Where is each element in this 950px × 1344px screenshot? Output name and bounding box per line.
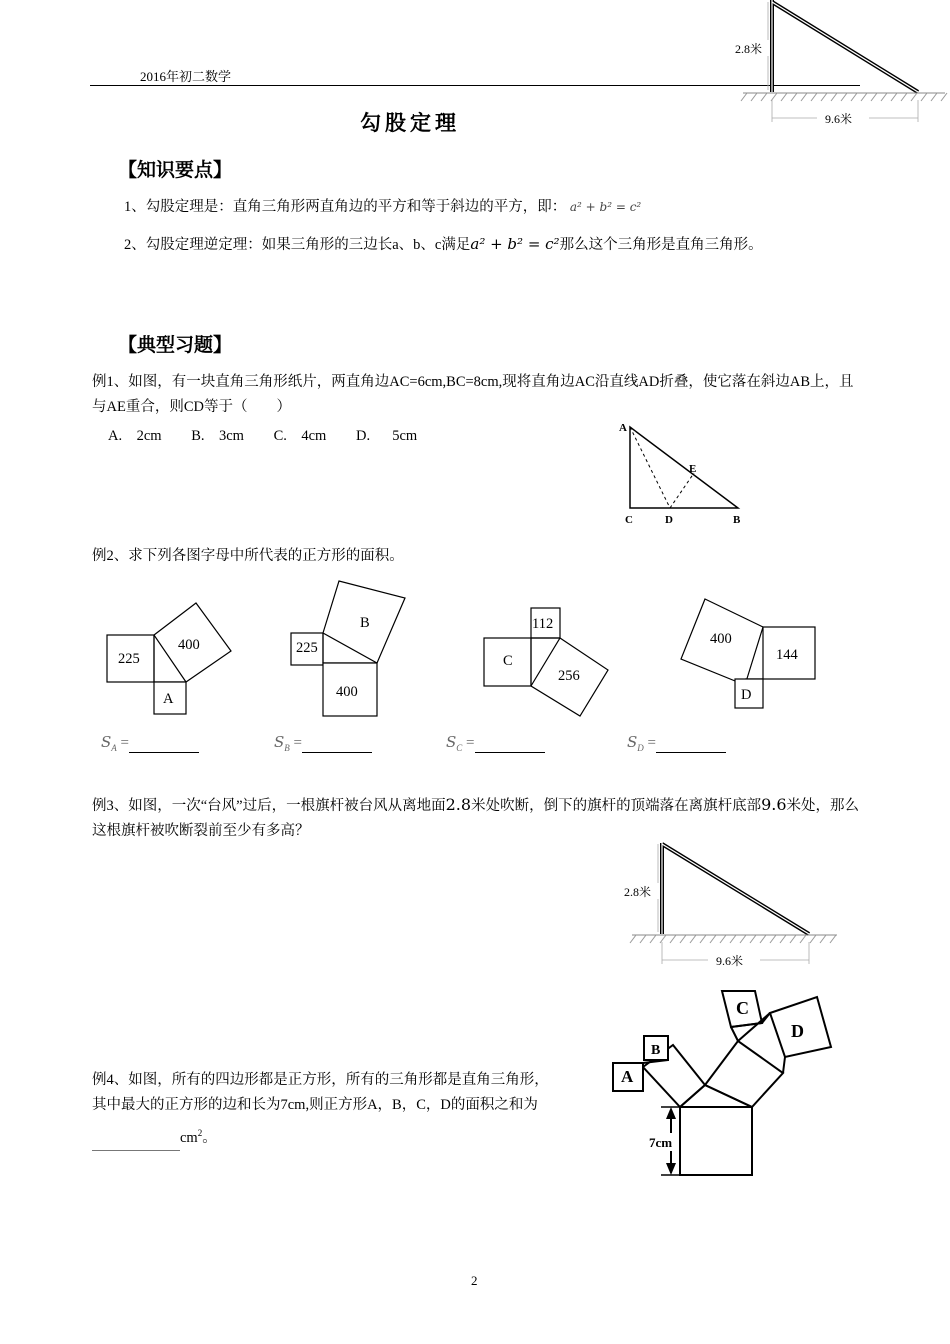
svg-text:C: C (736, 998, 749, 1018)
svg-text:D: D (665, 514, 673, 526)
ex1-option-c: C. 4cm (273, 428, 327, 444)
ex2-answer-a: $S_A$ = (101, 733, 199, 753)
svg-text:225: 225 (118, 651, 140, 667)
ex1-text: 例1、如图，有一块直角三角形纸片，两直角边AC=6cm,BC=8cm,现将直角边AC沿直线AD折叠，使它落在斜边AB上，且与AE重合，则CD等于（ ） (92, 374, 854, 415)
svg-text:400: 400 (710, 631, 732, 647)
knowledge-item-1-formula: a² + b² = c² (569, 200, 642, 214)
svg-text:400: 400 (336, 684, 358, 700)
ex2-answer-d-blank[interactable] (656, 738, 726, 753)
knowledge-heading: 【知识要点】 (118, 160, 233, 181)
ex2-answer-d: $S_D$ = (627, 733, 726, 753)
knowledge-item-1-text: 1、勾股定理是：直角三角形两直角边的平方和等于斜边的平方，即： (124, 199, 567, 215)
knowledge-item-2-text: 2、勾股定理逆定理：如果三角形的三边长a、b、c满足 (124, 237, 471, 253)
ex2-text: 例2、求下列各图字母中所代表的正方形的面积。 (92, 548, 404, 564)
ex4-line3: $cm^2$。 (92, 1121, 872, 1151)
svg-text:E: E (689, 463, 697, 475)
svg-text:225: 225 (296, 640, 318, 656)
svg-text:9.6米: 9.6米 (716, 954, 744, 968)
knowledge-item-2-formula: a² + b² = c² (470, 235, 560, 253)
page-title: 勾股定理 (360, 111, 460, 135)
svg-text:A: A (163, 691, 174, 707)
top-fig-height-label: 2.8米 (735, 42, 763, 56)
ex1-options (108, 424, 439, 445)
page-number: 2 (471, 1273, 478, 1288)
ex1-triangle-figure (610, 415, 760, 530)
svg-text:C: C (625, 514, 633, 526)
ex2-figure-b (285, 575, 415, 720)
ex3-text: 例3、如图，一次“台风”过后，一根旗杆被台风从离地面2.8米处吹断，倒下的旗杆的顶端落在离旗杆底部9.6米处，那么这根旗杆被吹断裂前至少有多高？ (92, 795, 860, 839)
svg-text:A: A (621, 1067, 634, 1086)
svg-text:D: D (791, 1021, 804, 1041)
ex2-figure-c (478, 600, 618, 720)
svg-text:B: B (733, 514, 741, 526)
knowledge-item-1 (124, 195, 641, 220)
ex2-answer-b: $S_B$ = (274, 733, 372, 753)
ex4-answer-blank[interactable] (92, 1136, 180, 1151)
ex4-line1: 例4、如图，所有的四边形都是正方形，所有的三角形都是直角三角形， (92, 1072, 549, 1088)
svg-text:2.8米: 2.8米 (624, 885, 652, 899)
knowledge-item-2-tail: 那么这个三角形是直角三角形。 (559, 237, 763, 253)
knowledge-item-2 (124, 232, 763, 258)
svg-text:144: 144 (776, 647, 798, 663)
ex3-flagpole-figure (622, 838, 842, 973)
ex2-figure-a (100, 595, 240, 720)
svg-text:256: 256 (558, 668, 580, 684)
ex2-figure-d (675, 593, 825, 718)
svg-text:B: B (651, 1043, 661, 1058)
ex2-answer-c-blank[interactable] (475, 738, 545, 753)
ex2-answer-c: $S_C$ = (446, 733, 545, 753)
ex4-pythagoras-tree-figure (605, 983, 845, 1178)
ground-hatch (741, 93, 947, 101)
svg-text:B: B (360, 615, 370, 631)
svg-text:A: A (619, 422, 627, 434)
top-flagpole-figure (735, 0, 950, 130)
ex4-line2: 其中最大的正方形的边和长为7cm,则正方形A，B，C，D的面积之和为 (92, 1097, 538, 1113)
top-fig-base-label: 9.6米 (825, 112, 853, 126)
svg-text:400: 400 (178, 637, 200, 653)
ex2-answer-a-blank[interactable] (129, 738, 199, 753)
svg-text:C: C (503, 653, 513, 669)
svg-text:7cm: 7cm (649, 1135, 673, 1150)
ex2-answer-b-blank[interactable] (302, 738, 372, 753)
ex1-option-a: A. 2cm (108, 428, 162, 444)
ex1-option-d: D. 5cm (355, 428, 418, 444)
header-text: 2016年初二数学 (140, 69, 232, 84)
svg-text:D: D (741, 687, 752, 703)
svg-text:112: 112 (532, 616, 554, 632)
ex1-option-b: B. 3cm (191, 428, 244, 444)
exercises-heading: 【典型习题】 (118, 335, 233, 356)
